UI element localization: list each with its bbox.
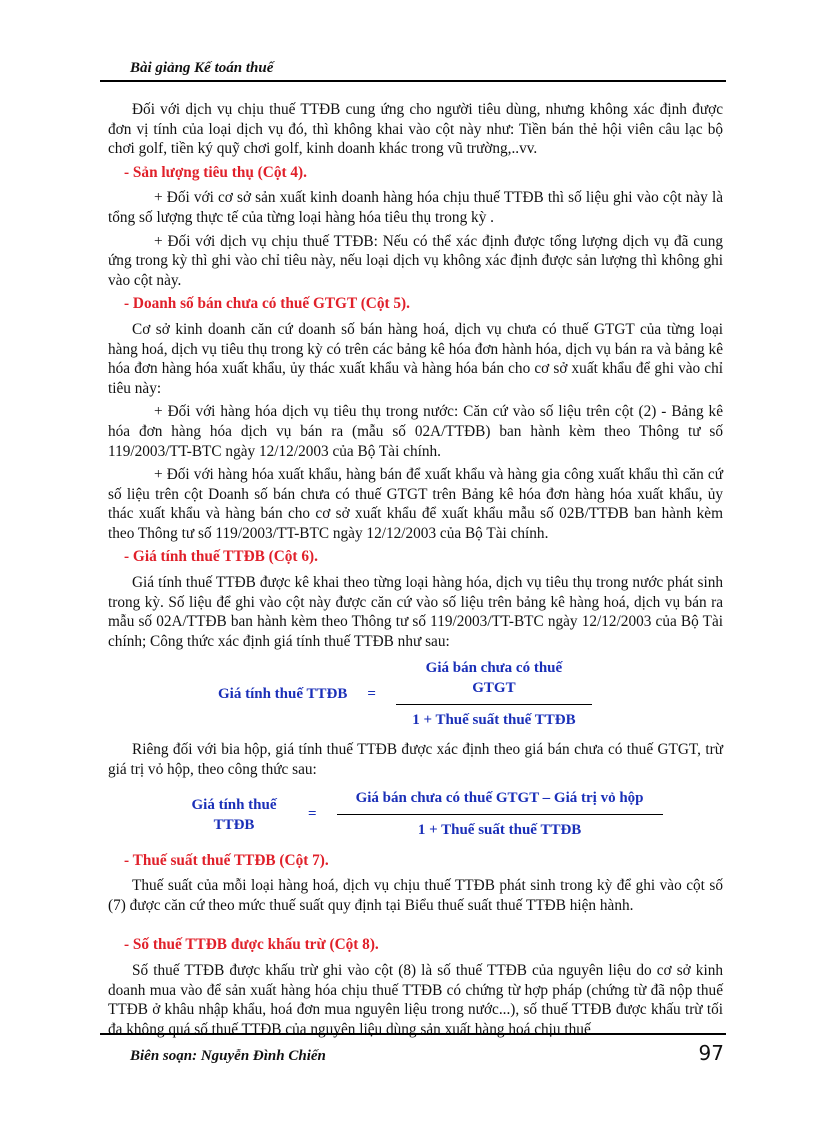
page-number: 97 [698,1041,724,1065]
paragraph: + Đối với hàng hóa dịch vụ tiêu thụ trong nước: Căn cứ vào số liệu trên cột (2) - Bảng kê hóa đơn hàng hóa dịch vụ bán ra (mẫu số 02A/TTĐB) ban hành kèm theo Thông tư số 119/2003/TT-BTC ngày 12/12/2003 của Bộ Tài chính. [108,403,723,460]
section-heading-col8: - Số thuế TTĐB được khấu trừ (Cột 8). [124,936,379,954]
paragraph: + Đối với cơ sở sản xuất kinh doanh hàng hóa chịu thuế TTĐB thì số liệu ghi vào cột này là tổng số lượng thực tế của từng loại hàng hóa tiêu thụ trong kỳ . [108,189,723,226]
formula-tax-price [218,659,723,730]
page-footer [100,1033,726,1065]
formula-equals: = [308,806,317,823]
formula-lhs: Giá tính thuế TTĐB [191,797,277,833]
formula-denominator: 1 + Thuế suất thuế TTĐB [417,822,582,838]
paragraph: Riêng đối với bia hộp, giá tính thuế TTĐB được xác định theo giá bán chưa có thuế GTGT, trừ giá trị vỏ hộp, theo công thức sau: [108,741,723,778]
formula-numerator: Giá bán chưa có thuế GTGT – Giá trị vỏ hộp [337,789,663,815]
paragraph: Cơ sở kinh doanh căn cứ doanh số bán hàng hoá, dịch vụ chưa có thuế GTGT của từng loại hàng hoá, dịch vụ tiêu thụ trong kỳ có trên các bảng kê hóa đơn hành hóa, dịch vụ bán ra và bảng kê hóa đơn hàng hóa xuất khẩu, ủy thác xuất khẩu và hàng hóa bán cho cơ sở xuất khẩu để ghi vào chỉ tiêu này: [108,320,723,397]
formula-tax-price-beer [180,789,723,840]
section-heading-col5: - Doanh số bán chưa có thuế GTGT (Cột 5). [124,295,410,313]
paragraph: + Đối với hàng hóa xuất khẩu, hàng bán để xuất khẩu và hàng gia công xuất khẩu thì căn cứ số liệu trên cột Doanh số bán chưa có thuế GTGT trên Bảng kê hóa đơn hàng hóa xuất khẩu, ủy thác xuất khẩu và hàng bán cho cơ sở xuất khẩu để xuất khẩu mẫu số 02B/TTĐB ban hành kèm theo Thông tư số 119/2003/TT-BTC ngày 12/12/2003 của Bộ Tài chính. [108,466,723,542]
formula-numerator: Giá bán chưa có thuế GTGT [396,659,592,704]
header-title: Bài giảng Kế toán thuế [130,60,274,76]
footer-rule [100,1033,726,1035]
formula-denominator: 1 + Thuế suất thuế TTĐB [412,711,576,728]
paragraph: Đối với dịch vụ chịu thuế TTĐB cung ứng cho người tiêu dùng, nhưng không xác định được đơn vị tính của loại dịch vụ đó, thì không khai vào cột này như: Tiền bán thẻ hội viên câu lạc bộ chơi golf, tiền ký quỹ chơi golf, kinh doanh khác trong vũ trường,..vv. [108,101,723,158]
paragraph: Thuế suất của mỗi loại hàng hoá, dịch vụ chịu thuế TTĐB phát sinh trong kỳ để ghi vào cột số (7) được căn cứ theo mức thuế suất quy định tại Biểu thuế suất thuế TTĐB hiện hành. [108,877,723,914]
paragraph: Số thuế TTĐB được khấu trừ ghi vào cột (8) là số thuế TTĐB của nguyên liệu do cơ sở kinh doanh mua vào để sản xuất hàng hóa chịu thuế TTĐB có chứng từ hợp pháp (chứng từ đã nộp thuế TTĐB ở khâu nhập khẩu, hoá đơn mua nguyên liệu trong nước...), số thuế TTĐB được khấu trừ tối đa không quá số thuế TTĐB của nguyên liệu dùng sản xuất hàng hoá chịu thuế [108,961,723,1038]
paragraph: + Đối với dịch vụ chịu thuế TTĐB: Nếu có thể xác định được tổng lượng dịch vụ đã cung ứng trong kỳ thì ghi vào chỉ tiêu này, nếu loại dịch vụ không xác định được sản lượng thì không ghi vào cột này. [108,232,723,289]
section-heading-col4: - Sản lượng tiêu thụ (Cột 4). [124,163,307,181]
paragraph: Giá tính thuế TTĐB được kê khai theo từng loại hàng hóa, dịch vụ tiêu thụ trong nước phát sinh trong kỳ. Số liệu để ghi vào cột này được căn cứ vào số liệu trên bảng kê hàng hoá, dịch vụ bán ra mẫu số 02A/TTĐB ban hành kèm theo Thông tư số 119/2003/TT-BTC ngày 12/12/2003 của Bộ Tài chính; Công thức xác định giá tính thuế TTĐB như sau: [108,574,723,650]
section-heading-col6: - Giá tính thuế TTĐB (Cột 6). [124,548,318,566]
formula-equals: = [367,686,376,703]
formula-fraction [396,659,592,730]
section-heading-col7: - Thuế suất thuế TTĐB (Cột 7). [124,851,329,869]
formula-lhs: Giá tính thuế TTĐB [218,686,348,703]
footer-author: Biên soạn: Nguyễn Đình Chiến [130,1048,326,1064]
page-header [100,60,726,82]
page-body [108,100,723,1043]
formula-fraction [337,789,663,840]
header-rule [100,80,726,82]
